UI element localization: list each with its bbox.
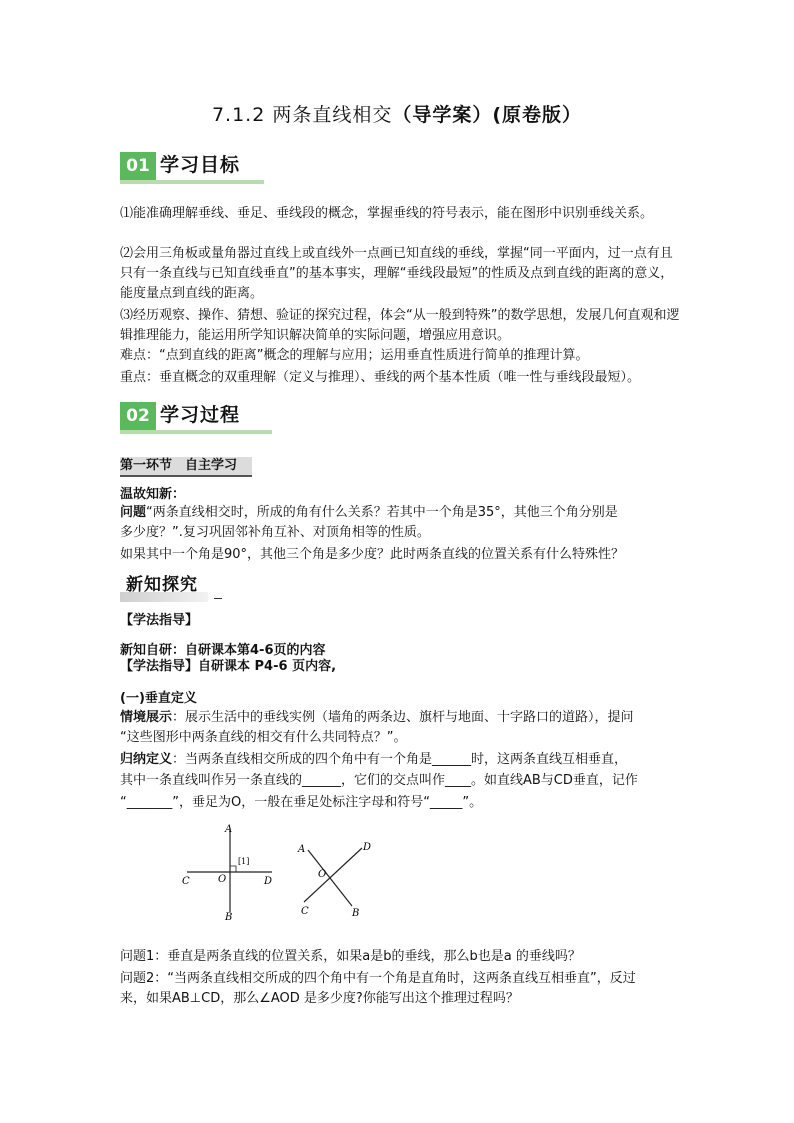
difficulty: 难点：“点到直线的距离”概念的理解与应用；运用垂直性质进行简单的推理计算。	[120, 348, 589, 363]
scene-text: ：展示生活中的垂线实例（墙角的两条边、旗杆与地面、十字路口的道路），提问	[172, 710, 634, 725]
title-main: 7.1.2 两条直线相交	[211, 104, 393, 126]
label-d-2: D	[363, 842, 372, 853]
stage-underline	[120, 475, 252, 477]
key-point: 重点：垂直概念的双重理解（定义与推理）、垂线的两个基本性质（唯一性与垂线段最短）。	[120, 370, 641, 385]
scene-label: 情境展示	[120, 710, 173, 725]
definition-text: ：当两条直线相交所成的四个角中有一个角是______时，这两条直线互相垂直，	[172, 752, 628, 767]
goal-1: ⑴能准确理解垂线、垂足、垂线段的概念，掌握垂线的符号表示，能在图形中识别垂线关系。	[120, 206, 654, 221]
scene-line1	[120, 709, 634, 727]
section-underline	[120, 180, 264, 184]
figure-perpendicular	[182, 824, 272, 923]
definition-line3: “_______”，垂足为O，一般在垂足处标注字母和符号“_____”。	[120, 795, 483, 810]
label-b: B	[225, 912, 233, 923]
label-d: D	[264, 876, 273, 887]
study-instruction-2: 【学法指导】自研课本 P4-6 页内容,	[120, 659, 337, 674]
review-question-line3: 如果其中一个角是90°，其他三个角是多少度？此时两条直线的位置关系有什么特殊性？	[120, 547, 625, 562]
label-a: A	[225, 824, 233, 835]
question-label: 问题	[120, 505, 147, 520]
new-knowledge-title: 新知探究	[126, 575, 198, 595]
goal-3: ⑶经历观察、操作、猜想、验证的探究过程，体会“从一般到特殊”的数学思想，发展几何直观和逻辑推理能力，能运用所学知识解决简单的实际问题，增强应用意识。	[120, 308, 680, 343]
label-b-2: B	[352, 908, 360, 919]
scene-line2: “这些图形中两条直线的相交有什么共同特点？”。	[120, 730, 407, 745]
title-suffix: （导学案）(原卷版）	[392, 104, 583, 126]
page-title	[0, 100, 794, 127]
section-header-process	[120, 400, 272, 434]
label-c: C	[182, 876, 190, 887]
guide-label: 【学法指导】	[120, 613, 199, 628]
angle-label: [1]	[238, 857, 250, 866]
definition-line1	[120, 751, 627, 769]
label-a-2: A	[298, 844, 306, 855]
question-text: “两条直线相交时，所成的角有什么关系？若其中一个角是35°，其他三个角分别是	[146, 505, 618, 520]
section-underline	[120, 430, 272, 434]
definition-label: 归纳定义	[120, 752, 173, 767]
study-instruction-1: 新知自研：自研课本第4-6页的内容	[120, 643, 326, 658]
perpendicular-figures	[170, 820, 380, 925]
dash-mark	[214, 598, 222, 599]
section-title: 学习目标	[160, 154, 241, 176]
section-number: 02	[120, 402, 156, 430]
part-heading: (一)垂直定义	[120, 691, 197, 706]
section-title: 学习过程	[160, 404, 241, 426]
question-2-line1: 问题2：“当两条直线相交所成的四个角中有一个角是直角时，这两条直线互相垂直”，反过	[120, 971, 636, 986]
review-question-line1	[120, 504, 618, 522]
review-question-line2: 多少度？”.复习巩固邻补角互补、对顶角相等的性质。	[120, 525, 430, 540]
question-1: 问题1：垂直是两条直线的位置关系，如果a是b的垂线，那么b也是a 的垂线吗？	[120, 949, 581, 964]
stage-label: 第一环节 自主学习	[120, 457, 252, 475]
section-header-goals	[120, 150, 264, 184]
goal-2: ⑵会用三角板或量角器过直线上或直线外一点画已知直线的垂线，掌握“同一平面内，过一点有且只有一条直线与已知直线垂直”的基本事实，理解“垂线段最短”的性质及点到直线的距离的意义，能度量点到直线的距离。	[120, 246, 674, 301]
review-label: 温故知新：	[120, 487, 186, 502]
right-angle-mark	[230, 866, 236, 872]
figure-intersecting	[297, 842, 371, 919]
label-o-2: O	[318, 869, 327, 880]
section-number: 01	[120, 152, 156, 180]
label-o: O	[218, 874, 227, 885]
label-c-2: C	[301, 906, 309, 917]
definition-line2: 其中一条直线叫作另一条直线的______，它们的交点叫作____。如直线AB与CD垂直，记作	[120, 773, 638, 788]
question-2-line2: 来，如果AB⊥CD，那么∠AOD 是多少度?你能写出这个推理过程吗？	[120, 991, 519, 1006]
